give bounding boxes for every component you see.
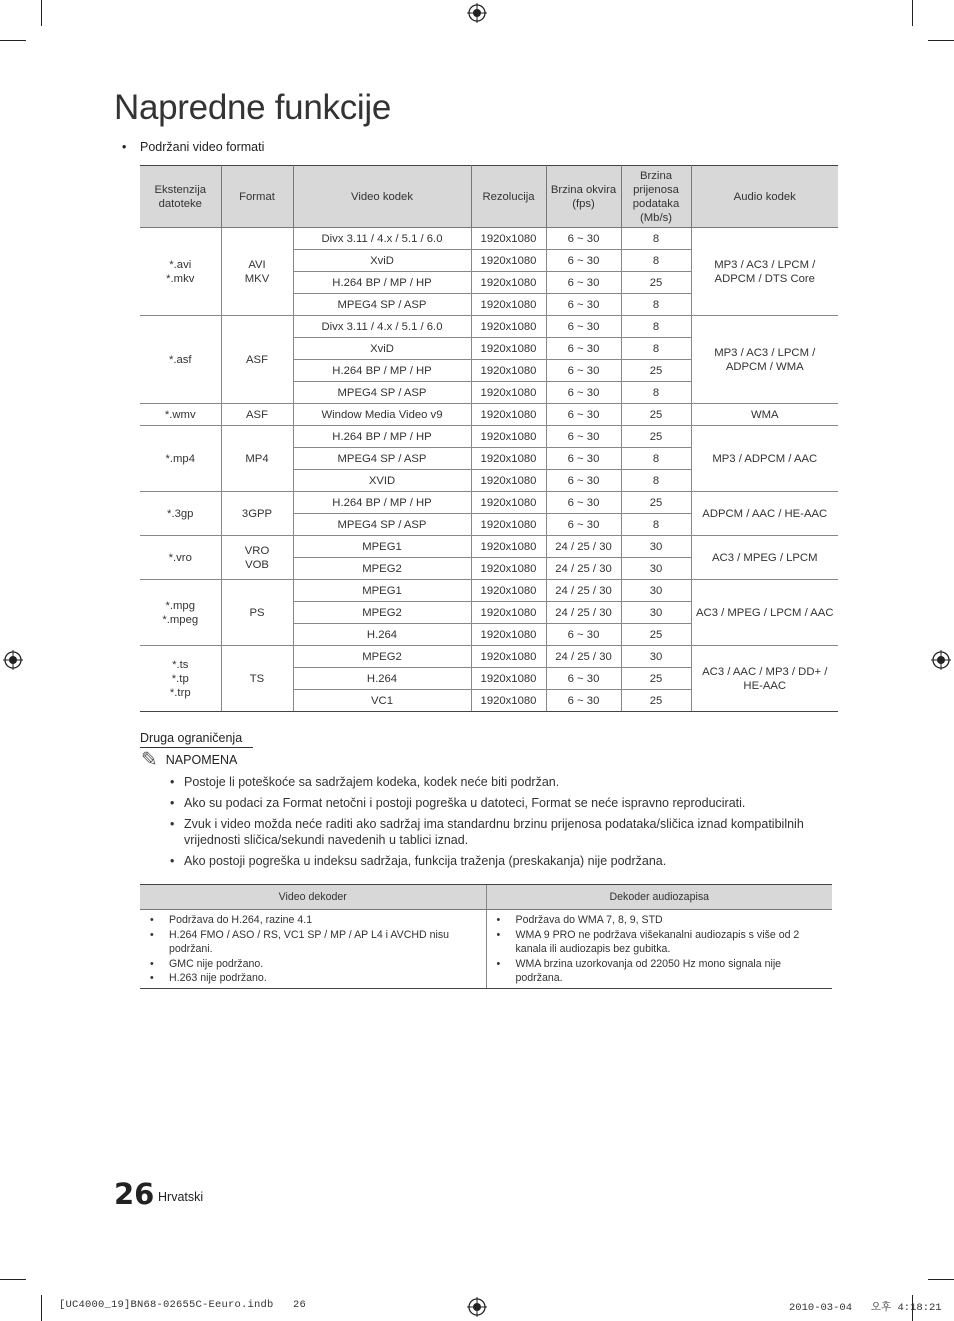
note-item: • Zvuk i video možda neće raditi ako sadržaj ima standardnu brzinu prijenosa podataka/sličica iznad kompatibilnih vrijednosti sličica/sekundi navedenih u tablici iznad.: [167, 816, 847, 848]
extension-cell: *.mp4: [140, 426, 221, 492]
crop-mark-tl-horizontal: [0, 40, 26, 41]
table-row: [140, 646, 838, 668]
resolution-cell: 1920x1080: [471, 646, 546, 668]
note-header: [141, 751, 237, 769]
list-item: • Podržava do WMA 7, 8, 9, STD: [497, 913, 827, 928]
page-language: Hrvatski: [158, 1190, 204, 1204]
header-frame-rate: Brzina okvira (fps): [546, 166, 621, 228]
bitrate-cell: 8: [621, 250, 691, 272]
audio-decoder-list: [497, 913, 827, 986]
table-row: [140, 228, 838, 250]
bitrate-cell: 30: [621, 558, 691, 580]
note-item: • Ako postoji pogreška u indeksu sadržaja, funkcija traženja (preskakanja) nije podržana.: [167, 853, 847, 869]
video-codec-cell: MPEG4 SP / ASP: [293, 448, 471, 470]
audio-codec-cell: MP3 / AC3 / LPCM / ADPCM / DTS Core: [691, 228, 838, 316]
extension-cell: *.mpg *.mpeg: [140, 580, 221, 646]
bitrate-cell: 25: [621, 426, 691, 448]
format-cell: PS: [221, 580, 293, 646]
table-row: [140, 426, 838, 448]
audio-codec-cell: MP3 / ADPCM / AAC: [691, 426, 838, 492]
intro-bullet: •: [122, 140, 127, 154]
print-footer-file: [UC4000_19]BN68-02655C-Eeuro.indb 26: [59, 1299, 307, 1311]
format-cell: ASF: [221, 316, 293, 404]
decoders-body-row: [140, 910, 832, 989]
video-codec-cell: H.264 BP / MP / HP: [293, 360, 471, 382]
intro-bullet-item: [122, 140, 264, 154]
frame-rate-cell: 6 ~ 30: [546, 360, 621, 382]
registration-mark-right-icon: [931, 650, 951, 670]
video-codec-cell: VC1: [293, 690, 471, 712]
bitrate-cell: 8: [621, 338, 691, 360]
bitrate-cell: 25: [621, 690, 691, 712]
bitrate-cell: 25: [621, 624, 691, 646]
header-bitrate: Brzina prijenosa podataka (Mb/s): [621, 166, 691, 228]
bitrate-cell: 30: [621, 580, 691, 602]
video-codec-cell: H.264: [293, 624, 471, 646]
video-codec-cell: H.264 BP / MP / HP: [293, 492, 471, 514]
header-audio-decoder: Dekoder audiozapisa: [486, 885, 832, 910]
resolution-cell: 1920x1080: [471, 294, 546, 316]
resolution-cell: 1920x1080: [471, 624, 546, 646]
bitrate-cell: 25: [621, 360, 691, 382]
bitrate-cell: 30: [621, 602, 691, 624]
header-audio-codec: Audio kodek: [691, 166, 838, 228]
heading-underline: [140, 747, 253, 748]
audio-codec-cell: AC3 / MPEG / LPCM: [691, 536, 838, 580]
audio-codec-cell: AC3 / AAC / MP3 / DD+ / HE-AAC: [691, 646, 838, 712]
frame-rate-cell: 24 / 25 / 30: [546, 646, 621, 668]
frame-rate-cell: 6 ~ 30: [546, 272, 621, 294]
format-cell: MP4: [221, 426, 293, 492]
resolution-cell: 1920x1080: [471, 580, 546, 602]
resolution-cell: 1920x1080: [471, 316, 546, 338]
extension-cell: *.3gp: [140, 492, 221, 536]
format-cell: TS: [221, 646, 293, 712]
format-cell: VRO VOB: [221, 536, 293, 580]
table-row: [140, 580, 838, 602]
extension-cell: *.wmv: [140, 404, 221, 426]
format-cell: AVI MKV: [221, 228, 293, 316]
notes-list: [167, 774, 847, 874]
video-codec-cell: XviD: [293, 250, 471, 272]
format-cell: ASF: [221, 404, 293, 426]
video-codec-cell: Divx 3.11 / 4.x / 5.1 / 6.0: [293, 316, 471, 338]
video-codec-cell: Divx 3.11 / 4.x / 5.1 / 6.0: [293, 228, 471, 250]
video-codec-cell: MPEG2: [293, 558, 471, 580]
bitrate-cell: 25: [621, 492, 691, 514]
video-codec-cell: XVID: [293, 470, 471, 492]
video-decoder-list: [150, 913, 480, 986]
audio-codec-cell: ADPCM / AAC / HE-AAC: [691, 492, 838, 536]
table-row: [140, 316, 838, 338]
resolution-cell: 1920x1080: [471, 382, 546, 404]
print-footer-date: 2010-03-04 오후 4:18:21: [789, 1302, 942, 1314]
video-codec-cell: H.264 BP / MP / HP: [293, 426, 471, 448]
crop-mark-br-horizontal: [928, 1279, 954, 1280]
list-item: • H.264 FMO / ASO / RS, VC1 SP / MP / AP L4 i AVCHD nisu podržani.: [150, 928, 480, 957]
list-item: • H.263 nije podržano.: [150, 971, 480, 986]
resolution-cell: 1920x1080: [471, 426, 546, 448]
table-row: [140, 536, 838, 558]
video-decoder-cell: [140, 910, 486, 989]
resolution-cell: 1920x1080: [471, 338, 546, 360]
resolution-cell: 1920x1080: [471, 690, 546, 712]
crop-mark-bl-horizontal: [0, 1279, 26, 1280]
video-codec-cell: MPEG4 SP / ASP: [293, 382, 471, 404]
frame-rate-cell: 6 ~ 30: [546, 448, 621, 470]
header-resolution: Rezolucija: [471, 166, 546, 228]
frame-rate-cell: 6 ~ 30: [546, 470, 621, 492]
header-format: Format: [221, 166, 293, 228]
table-row: [140, 492, 838, 514]
frame-rate-cell: 6 ~ 30: [546, 426, 621, 448]
crop-mark-tl-vertical: [41, 0, 42, 26]
resolution-cell: 1920x1080: [471, 228, 546, 250]
resolution-cell: 1920x1080: [471, 602, 546, 624]
bitrate-cell: 8: [621, 448, 691, 470]
resolution-cell: 1920x1080: [471, 668, 546, 690]
format-cell: 3GPP: [221, 492, 293, 536]
decoders-table: [140, 884, 832, 989]
extension-cell: *.avi *.mkv: [140, 228, 221, 316]
crop-mark-tr-vertical: [912, 0, 913, 26]
video-codec-cell: MPEG4 SP / ASP: [293, 294, 471, 316]
frame-rate-cell: 6 ~ 30: [546, 624, 621, 646]
decoders-header-row: [140, 885, 832, 910]
video-codec-cell: MPEG1: [293, 580, 471, 602]
video-codec-cell: MPEG1: [293, 536, 471, 558]
frame-rate-cell: 6 ~ 30: [546, 294, 621, 316]
video-codec-cell: XviD: [293, 338, 471, 360]
bitrate-cell: 30: [621, 536, 691, 558]
video-codec-cell: MPEG2: [293, 646, 471, 668]
bitrate-cell: 8: [621, 316, 691, 338]
resolution-cell: 1920x1080: [471, 272, 546, 294]
frame-rate-cell: 6 ~ 30: [546, 228, 621, 250]
audio-codec-cell: MP3 / AC3 / LPCM / ADPCM / WMA: [691, 316, 838, 404]
bitrate-cell: 25: [621, 272, 691, 294]
frame-rate-cell: 6 ~ 30: [546, 316, 621, 338]
bitrate-cell: 8: [621, 514, 691, 536]
frame-rate-cell: 6 ~ 30: [546, 668, 621, 690]
resolution-cell: 1920x1080: [471, 404, 546, 426]
intro-text: Podržani video formati: [140, 140, 265, 154]
bitrate-cell: 8: [621, 294, 691, 316]
resolution-cell: 1920x1080: [471, 492, 546, 514]
frame-rate-cell: 24 / 25 / 30: [546, 602, 621, 624]
frame-rate-cell: 6 ~ 30: [546, 690, 621, 712]
video-codec-cell: MPEG4 SP / ASP: [293, 514, 471, 536]
video-codec-cell: MPEG2: [293, 602, 471, 624]
header-video-decoder: Video dekoder: [140, 885, 486, 910]
frame-rate-cell: 6 ~ 30: [546, 382, 621, 404]
resolution-cell: 1920x1080: [471, 514, 546, 536]
table-row: [140, 404, 838, 426]
supported-video-formats-table: [140, 165, 838, 712]
bitrate-cell: 8: [621, 382, 691, 404]
bitrate-cell: 25: [621, 668, 691, 690]
list-item: • WMA brzina uzorkovanja od 22050 Hz mono signala nije podržana.: [497, 957, 827, 986]
resolution-cell: 1920x1080: [471, 360, 546, 382]
formats-body: [140, 228, 838, 712]
video-codec-cell: H.264 BP / MP / HP: [293, 272, 471, 294]
list-item: • GMC nije podržano.: [150, 957, 480, 972]
resolution-cell: 1920x1080: [471, 558, 546, 580]
frame-rate-cell: 6 ~ 30: [546, 404, 621, 426]
registration-mark-bottom-icon: [467, 1297, 487, 1317]
extension-cell: *.asf: [140, 316, 221, 404]
video-codec-cell: H.264: [293, 668, 471, 690]
resolution-cell: 1920x1080: [471, 250, 546, 272]
extension-cell: *.ts *.tp *.trp: [140, 646, 221, 712]
registration-mark-left-icon: [3, 650, 23, 670]
resolution-cell: 1920x1080: [471, 448, 546, 470]
frame-rate-cell: 24 / 25 / 30: [546, 558, 621, 580]
note-label: NAPOMENA: [165, 753, 238, 767]
resolution-cell: 1920x1080: [471, 536, 546, 558]
pencil-note-icon: ✎: [141, 749, 158, 771]
page-title: Napredne funkcije: [114, 88, 392, 127]
formats-header-row: [140, 166, 838, 228]
audio-codec-cell: AC3 / MPEG / LPCM / AAC: [691, 580, 838, 646]
other-restrictions-heading: Druga ograničenja: [140, 731, 243, 745]
frame-rate-cell: 6 ~ 30: [546, 492, 621, 514]
audio-decoder-cell: [486, 910, 832, 989]
crop-mark-bl-vertical: [41, 1295, 42, 1321]
frame-rate-cell: 6 ~ 30: [546, 338, 621, 360]
video-codec-cell: Window Media Video v9: [293, 404, 471, 426]
frame-rate-cell: 24 / 25 / 30: [546, 536, 621, 558]
frame-rate-cell: 6 ~ 30: [546, 514, 621, 536]
bitrate-cell: 8: [621, 470, 691, 492]
frame-rate-cell: 6 ~ 30: [546, 250, 621, 272]
note-item: • Postoje li poteškoće sa sadržajem kodeka, kodek neće biti podržan.: [167, 774, 847, 790]
note-item: • Ako su podaci za Format netočni i postoji pogreška u datoteci, Format se neće ispravno reproducirati.: [167, 795, 847, 811]
page-number: 26: [114, 1177, 155, 1211]
list-item: • WMA 9 PRO ne podržava višekanalni audiozapis s više od 2 kanala ili audiozapis bez gubitka.: [497, 928, 827, 957]
list-item: • Podržava do H.264, razine 4.1: [150, 913, 480, 928]
registration-mark-top-icon: [467, 3, 487, 23]
header-video-codec: Video kodek: [293, 166, 471, 228]
frame-rate-cell: 24 / 25 / 30: [546, 580, 621, 602]
crop-mark-tr-horizontal: [928, 40, 954, 41]
bitrate-cell: 30: [621, 646, 691, 668]
bitrate-cell: 8: [621, 228, 691, 250]
extension-cell: *.vro: [140, 536, 221, 580]
audio-codec-cell: WMA: [691, 404, 838, 426]
header-extension: Ekstenzija datoteke: [140, 166, 221, 228]
resolution-cell: 1920x1080: [471, 470, 546, 492]
bitrate-cell: 25: [621, 404, 691, 426]
